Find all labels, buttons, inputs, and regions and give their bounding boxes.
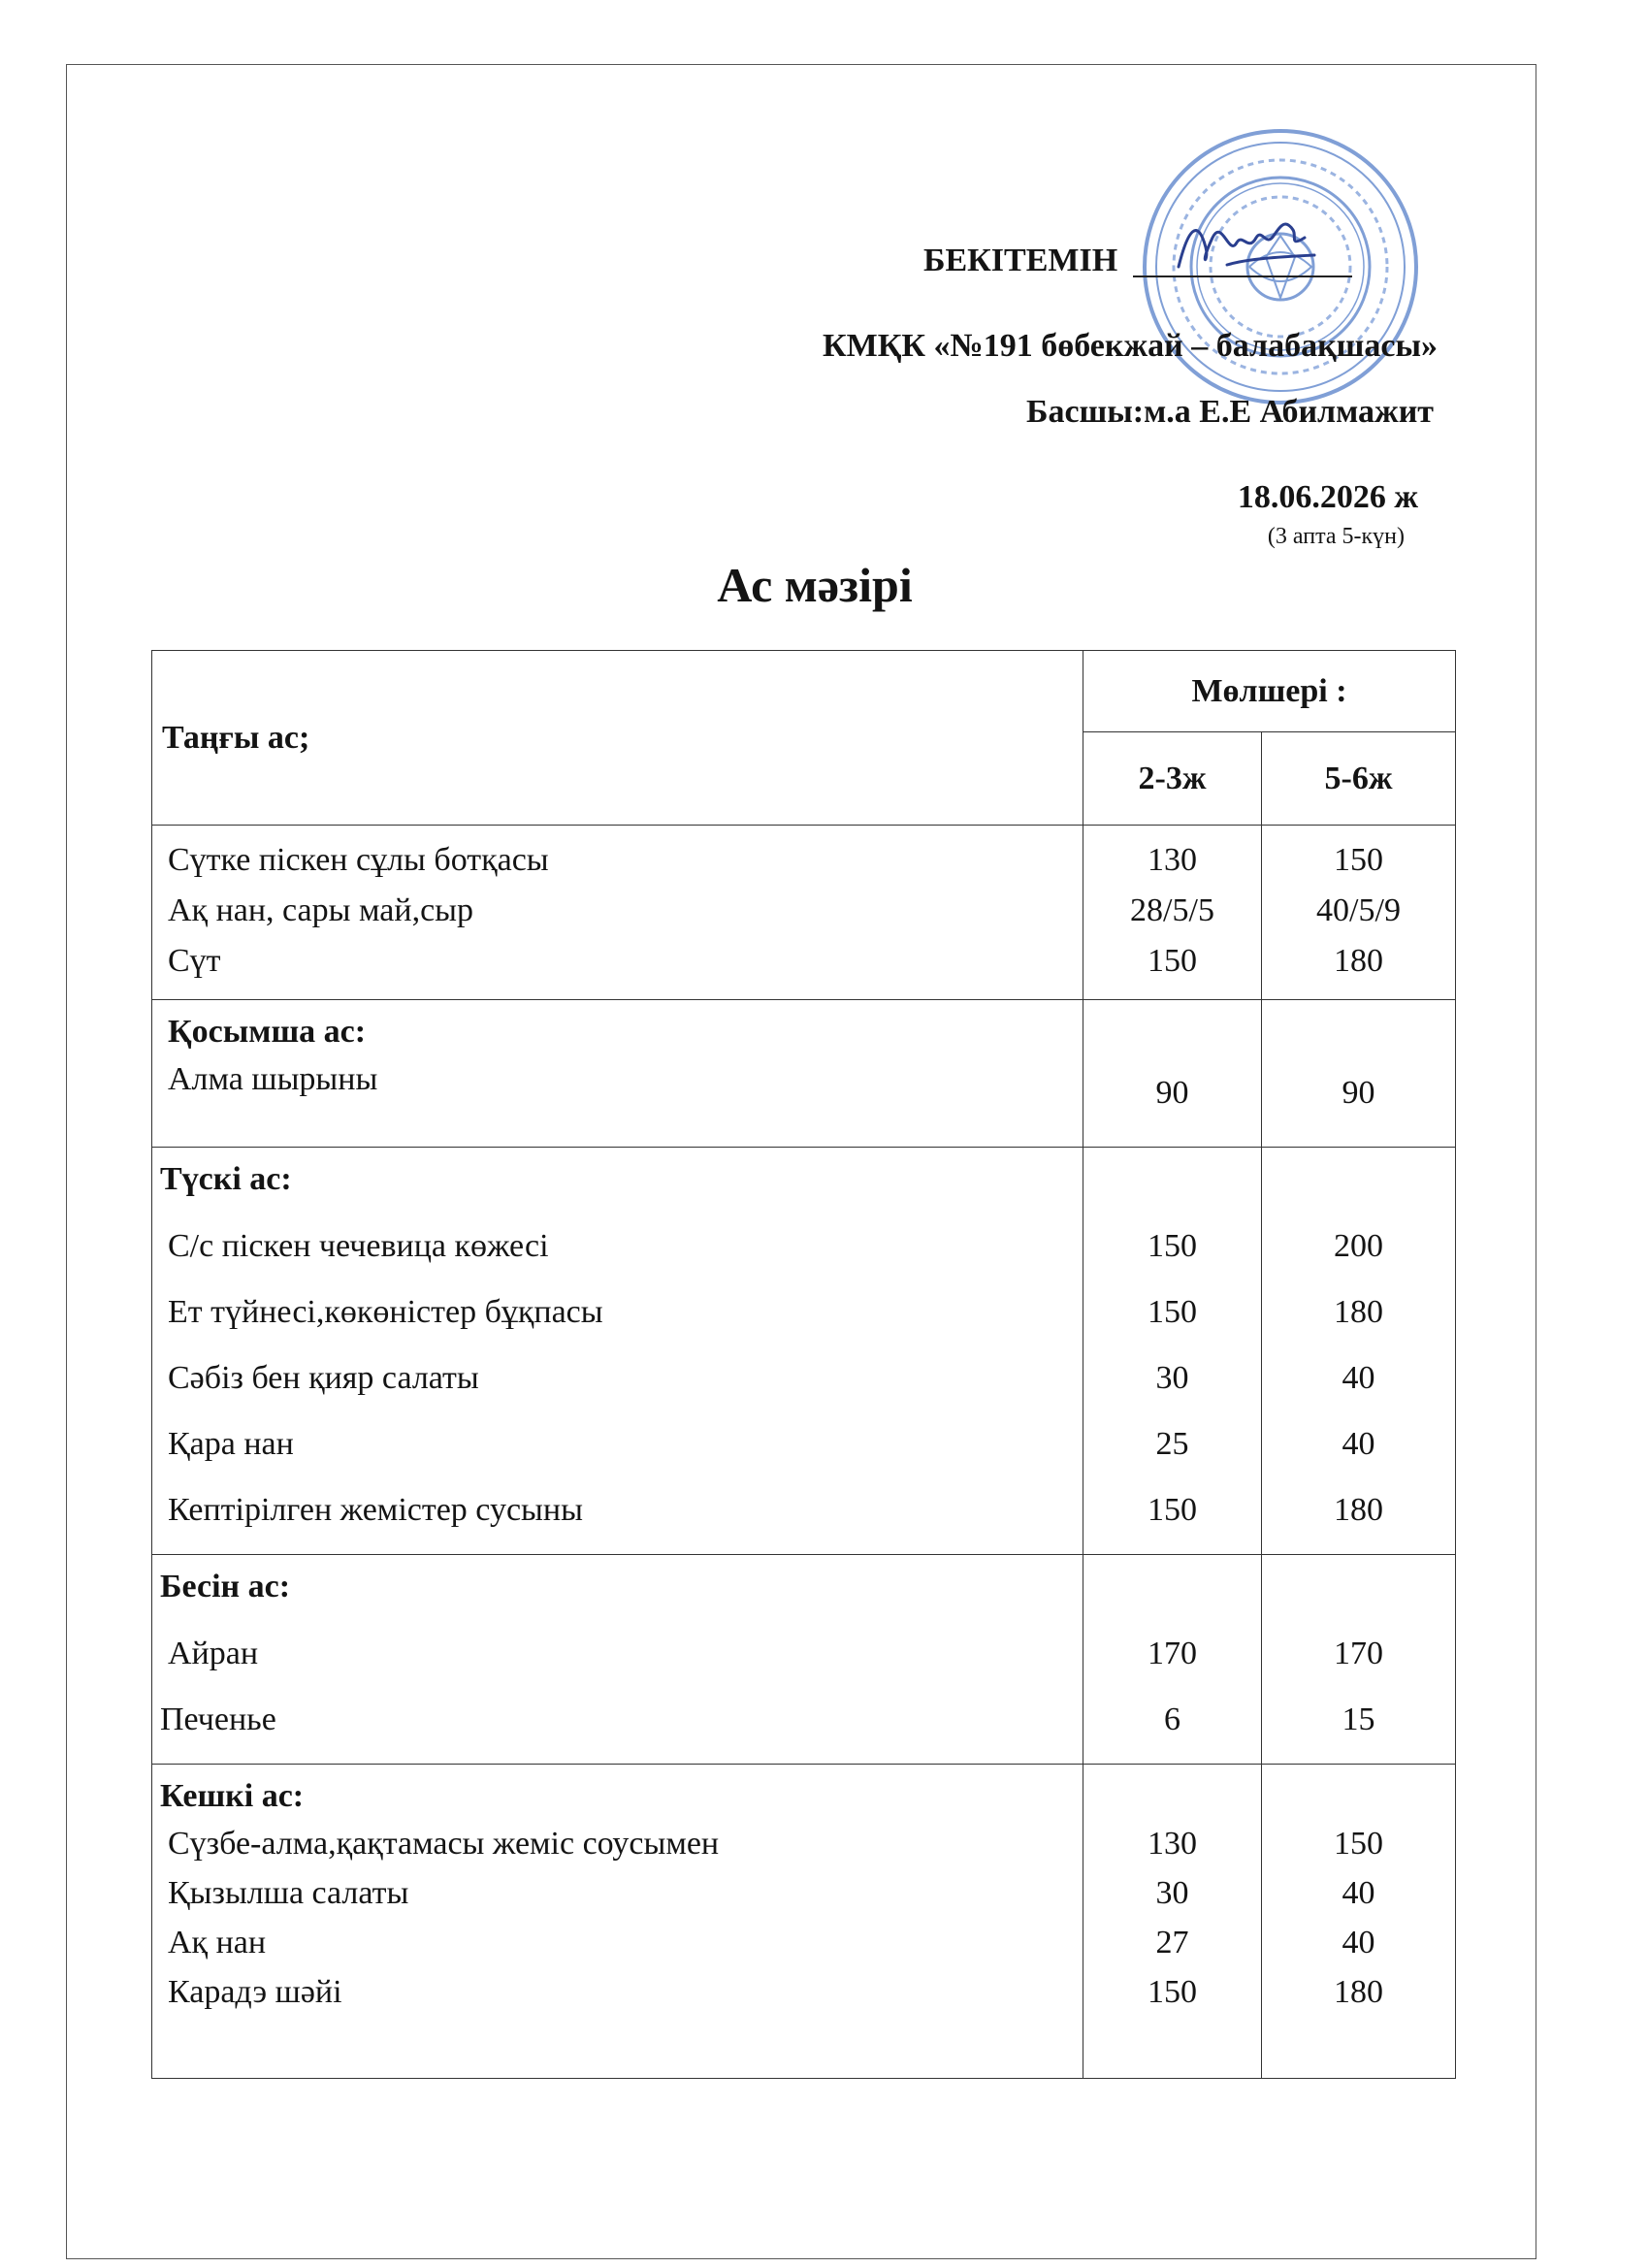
menu-item: Сүтке піскен сұлы ботқасы <box>168 842 549 878</box>
menu-item: Кептірілген жемістер сусыны <box>168 1492 583 1528</box>
qty-value: 150 <box>1148 1294 1197 1330</box>
menu-item: Ақ нан, сары май,сыр <box>168 892 473 928</box>
signature-line <box>1133 275 1352 277</box>
section-title: Кешкі ас: <box>160 1778 305 1814</box>
menu-item: Ақ нан <box>168 1925 267 1960</box>
qty-value: 90 <box>1155 1075 1189 1111</box>
menu-item: Сүт <box>168 943 221 979</box>
section-title: Қосымша ас: <box>168 1014 367 1050</box>
breakfast-section <box>152 826 1456 1000</box>
qty-value: 40 <box>1342 1925 1375 1960</box>
qty-value: 6 <box>1164 1701 1180 1737</box>
organization-name: КМҚК «№191 бөбекжай – балабақшасы» <box>823 328 1438 364</box>
menu-item: Карадэ шәйі <box>168 1974 342 2010</box>
qty-value: 150 <box>1148 1492 1197 1528</box>
week-day: (3 апта 5-күн) <box>1267 524 1405 549</box>
qty-value: 28/5/5 <box>1130 892 1214 928</box>
approve-label: БЕКІТЕМІН <box>923 243 1118 278</box>
menu-item: Сүзбе-алма,қақтамасы жеміс соусымен <box>168 1826 720 1862</box>
signature <box>1169 209 1324 286</box>
qty-value: 30 <box>1155 1875 1189 1911</box>
qty-value: 180 <box>1334 1974 1383 2010</box>
section-title: Түскі ас: <box>160 1161 292 1197</box>
qty-value: 40/5/9 <box>1316 892 1401 928</box>
menu-item: Печенье <box>160 1701 276 1737</box>
menu-item: Алма шырыны <box>168 1061 378 1097</box>
menu-date: 18.06.2026 ж <box>1237 479 1418 515</box>
qty-value: 150 <box>1334 842 1383 878</box>
qty-value: 25 <box>1155 1426 1189 1462</box>
section-title: Бесін ас: <box>160 1569 291 1604</box>
head-name: Басшы:м.а Е.Е Абилмажит <box>1025 394 1434 430</box>
menu-item: Қызылша салаты <box>168 1875 409 1911</box>
dinner-section <box>152 1765 1456 2079</box>
qty-value: 130 <box>1148 842 1197 878</box>
qty-value: 90 <box>1342 1075 1375 1111</box>
menu-item: Айран <box>168 1636 259 1671</box>
qty-value: 180 <box>1334 943 1383 979</box>
qty-value: 30 <box>1155 1360 1189 1396</box>
qty-value: 170 <box>1148 1636 1197 1671</box>
qty-value: 15 <box>1342 1701 1375 1737</box>
quantity-header: Мөлшері : <box>1083 651 1456 732</box>
qty-value: 170 <box>1334 1636 1383 1671</box>
qty-value: 150 <box>1148 1228 1197 1264</box>
afternoon-section <box>152 1555 1456 1765</box>
menu-item: Қара нан <box>168 1426 294 1462</box>
qty-value: 150 <box>1148 943 1197 979</box>
qty-value: 40 <box>1342 1875 1375 1911</box>
age-group-1: 2-3ж <box>1083 732 1262 826</box>
qty-value: 180 <box>1334 1294 1383 1330</box>
qty-value: 40 <box>1342 1360 1375 1396</box>
qty-value: 150 <box>1148 1974 1197 2010</box>
menu-item: Ет түйнесі,көкөністер бұқпасы <box>168 1294 603 1330</box>
qty-value: 40 <box>1342 1426 1375 1462</box>
breakfast-header: Таңғы ас; <box>152 651 1083 826</box>
page-title: Ас мәзірі <box>717 558 913 612</box>
qty-value: 27 <box>1155 1925 1189 1960</box>
menu-table <box>151 650 1456 2079</box>
menu-item: Сәбіз бен қияр салаты <box>168 1360 479 1396</box>
age-group-2: 5-6ж <box>1262 732 1456 826</box>
lunch-section <box>152 1148 1456 1555</box>
snack-section <box>152 1000 1456 1148</box>
qty-value: 130 <box>1148 1826 1197 1862</box>
qty-value: 200 <box>1334 1228 1383 1264</box>
qty-value: 150 <box>1334 1826 1383 1862</box>
qty-value: 180 <box>1334 1492 1383 1528</box>
menu-item: С/с піскен чечевица көжесі <box>168 1228 549 1264</box>
